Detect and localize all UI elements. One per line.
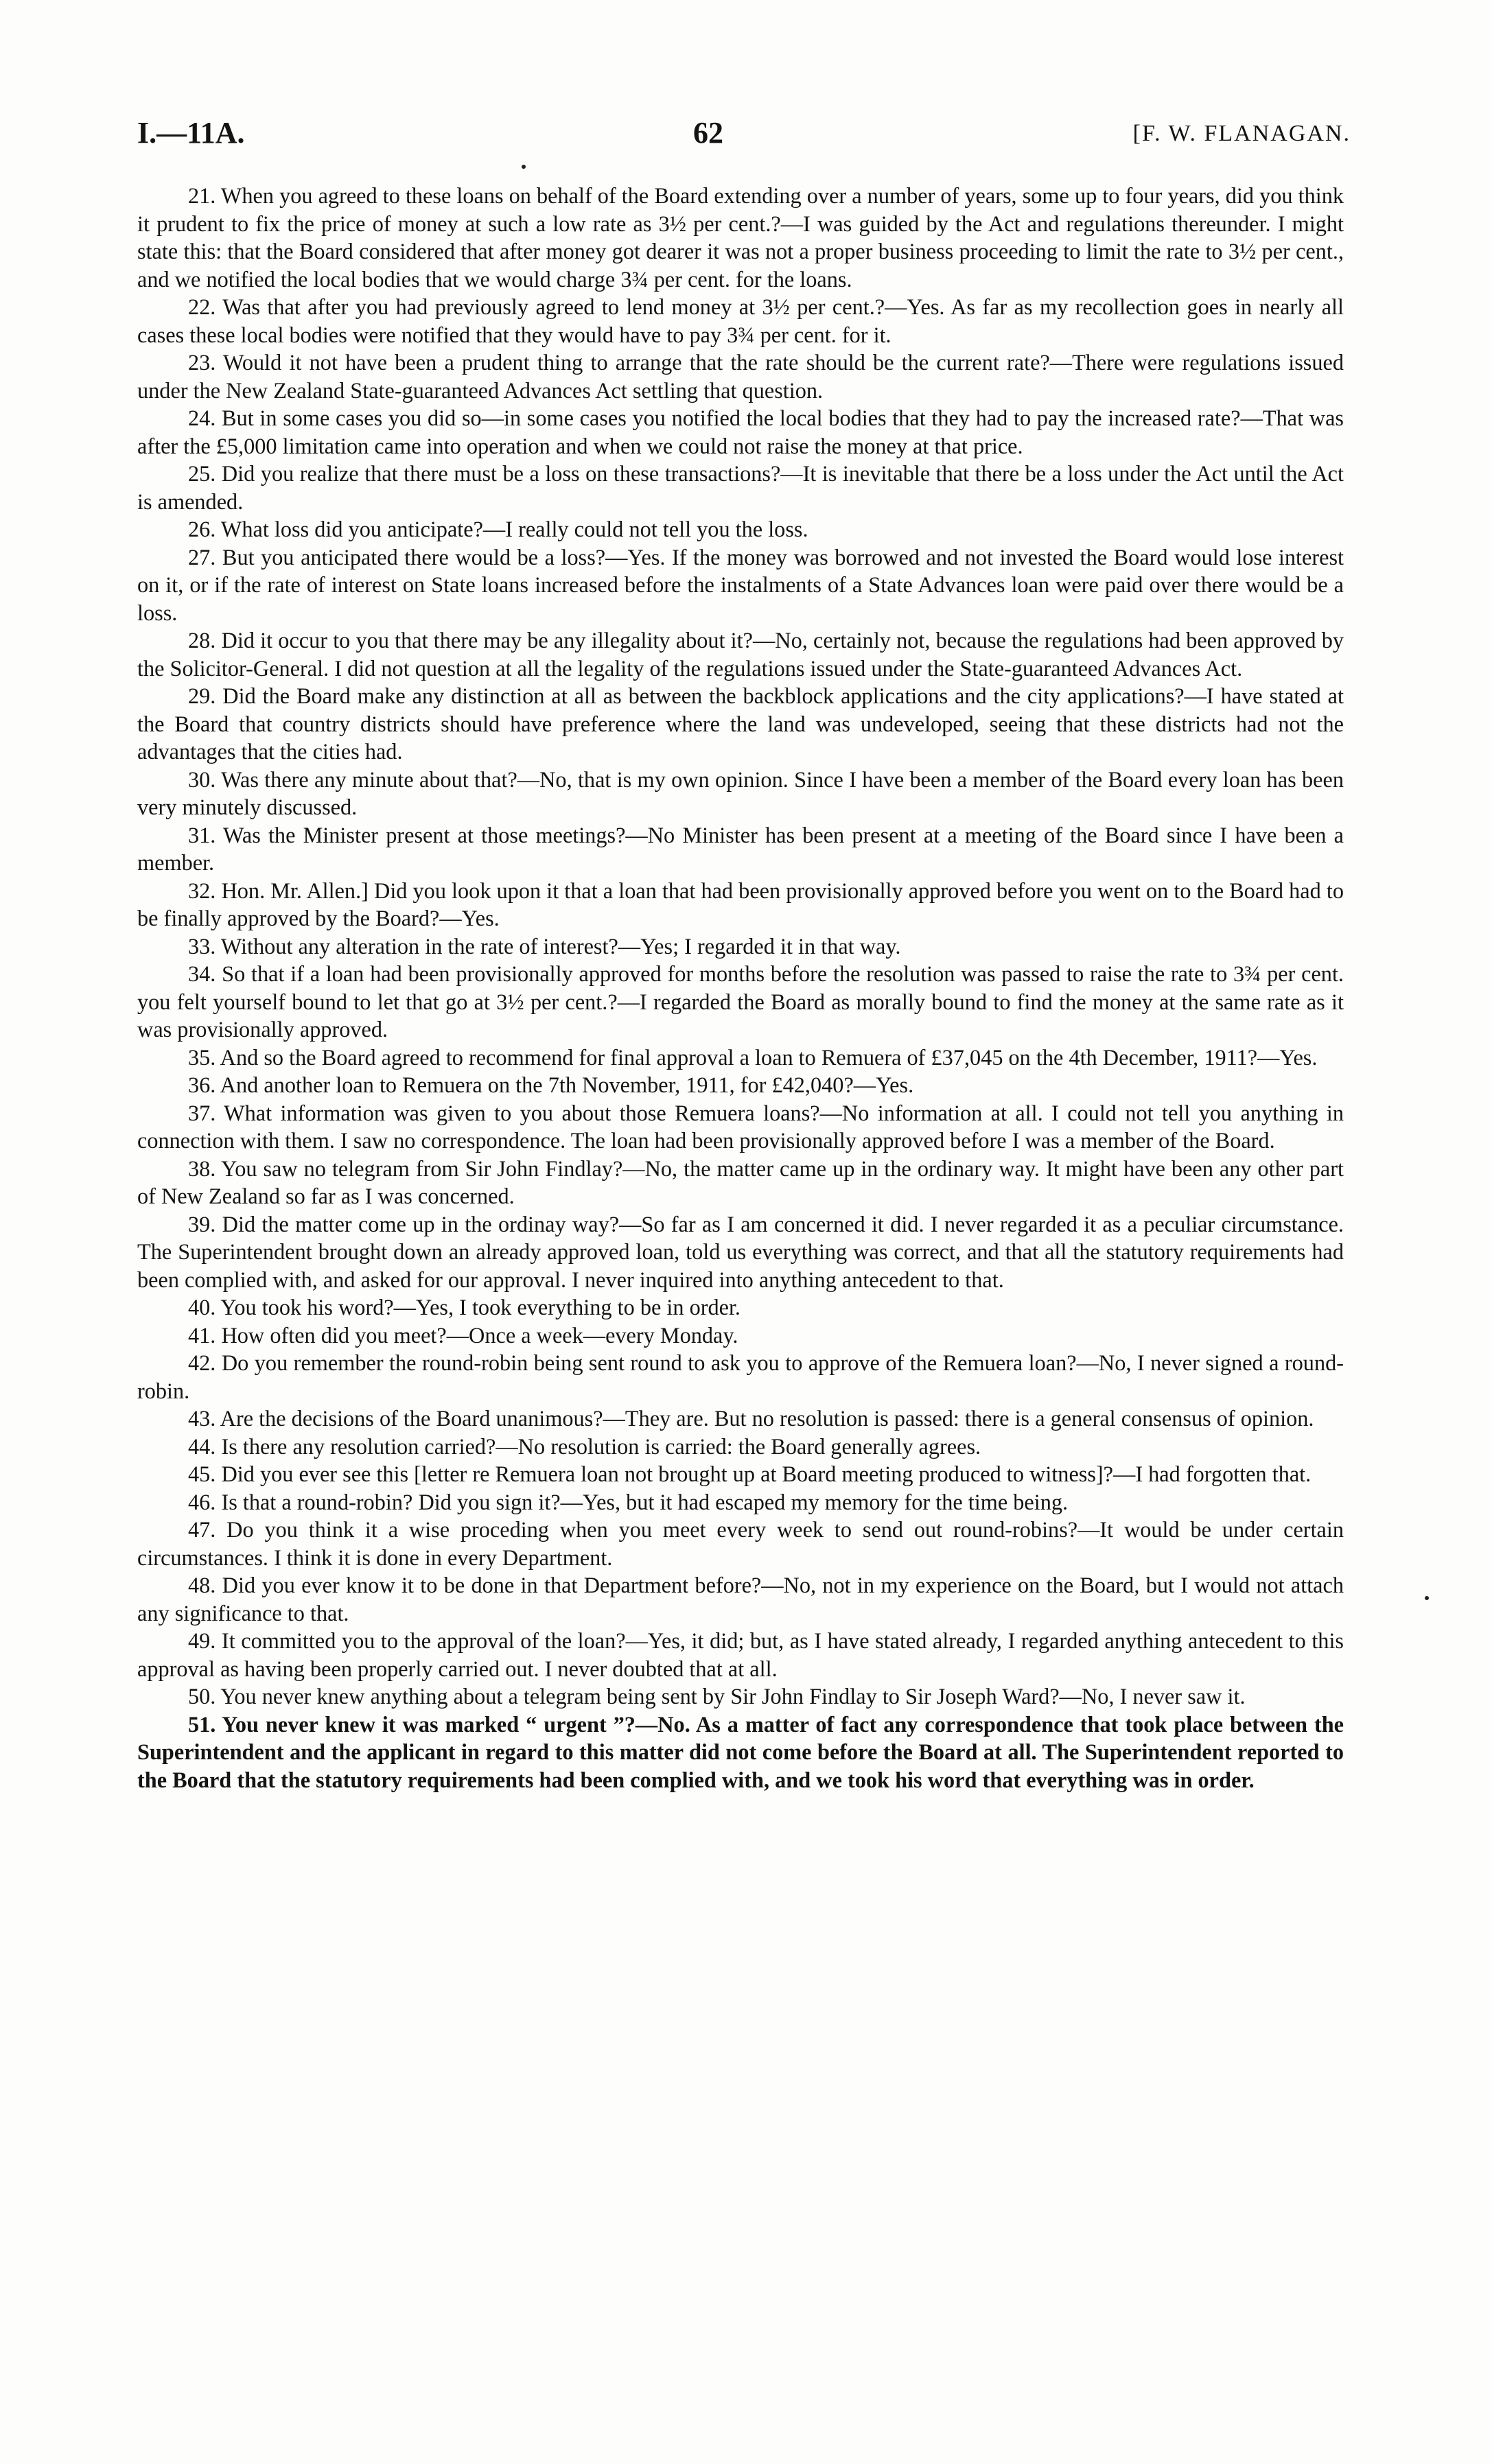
paragraph: 45. Did you ever see this [letter re Remuera loan not brought up at Board meeting produced to witness]?—I had forgotten that. (188, 1462, 1312, 1486)
paragraph: 44. Is there any resolution carried?—No resolution is carried: the Board generally agrees. (188, 1433, 981, 1459)
paragraph: 30. Was there any minute about that?—No, that is my own opinion. Since I have been a member of the Board every loan has been very minutely discussed. (137, 766, 1344, 819)
paragraph: 25. Did you realize that there must be a loss on these transactions?—It is inevitable that there be a loss under the Act until the Act is amended. (137, 461, 1344, 514)
paragraph: 48. Did you ever know it to be done in that Department before?—No, not in my experience on the Board, but I would not attach any significance to that. (137, 1573, 1344, 1626)
paragraph: 39. Did the matter come up in the ordinay way?—So far as I am concerned it did. I never regarded it as a peculiar circumstance. The Superintendent brought down an already approved loan, told us everything was correct, and that all the statutory requirements had been complied with, and asked for our approval. I never inquired into anything antecedent to that. (137, 1211, 1344, 1292)
paragraph: 26. What loss did you anticipate?—I really could not tell you the loss. (188, 517, 808, 541)
paragraph: 27. But you anticipated there would be a loss?—Yes. If the money was borrowed and not invested the Board would lose interest on it, or if the rate of interest on State loans increased before the instalments of a State Advances loan were paid over there would be a loss. (137, 544, 1344, 625)
paragraph: 46. Is that a round-robin? Did you sign it?—Yes, but it had escaped my memory for the time being. (188, 1489, 1069, 1514)
paragraph: 43. Are the decisions of the Board unanimous?—They are. But no resolution is passed: there is a general consensus of opinion. (188, 1406, 1314, 1431)
paragraph: 32. Hon. Mr. Allen.] Did you look upon it that a loan that had been provisionally approved before you went on to the Board had to be finally approved by the Board?—Yes. (137, 878, 1344, 930)
paragraph: 51. You never knew it was marked “ urgent ”?—No. As a matter of fact any correspondence that took place between the Superintendent and the applicant in regard to this matter did not come before the Board at all. The Superintendent reported to the Board that the statutory requirements had been complied with, and we took his word that everything was in order. (137, 1711, 1344, 1792)
paragraph: 40. You took his word?—Yes, I took everything to be in order. (188, 1295, 741, 1319)
paragraph: 22. Was that after you had previously agreed to lend money at 3½ per cent.?—Yes. As far as my recollection goes in nearly all cases these local bodies were notified that they would have to pay 3¾ per cent. for it. (137, 294, 1344, 347)
page-number: 62 (693, 116, 723, 150)
paragraph: 47. Do you think it a wise proceding when you meet every week to send out round-robins?—It would be under certain circumstances. I think it is done in every Department. (137, 1517, 1344, 1570)
paragraph: 31. Was the Minister present at those meetings?—No Minister has been present at a meeting of the Board since I have been a member. (137, 822, 1344, 875)
paragraph: 35. And so the Board agreed to recommend for final approval a loan to Remuera of £37,045 on the 4th December, 1911?—Yes. (188, 1044, 1318, 1070)
header-witness: [F. W. FLANAGAN. (1132, 121, 1351, 146)
testimony-body (137, 182, 1344, 1794)
paragraph: 34. So that if a loan had been provisionally approved for months before the resolution was passed to raise the rate to 3¾ per cent. you felt yourself bound to let that go at 3½ per cent.?—I regarded the Board as morally bound to find the money at the same rate as it was provisionally approved. (137, 961, 1344, 1042)
paragraph: 21. When you agreed to these loans on behalf of the Board extending over a number of years, some up to four years, did you think it prudent to fix the price of money at such a low rate as 3½ per cent.?—I was guided by the Act and regulations thereunder. I might state this: that the Board considered that after money got dearer it was not a proper business proceeding to limit the rate to 3½ per cent., and we notified the local bodies that we would charge 3¾ per cent. for the loans. (137, 183, 1344, 292)
paragraph: 28. Did it occur to you that there may be any illegality about it?—No, certainly not, because the regulations had been approved by the Solicitor-General. I did not question at all the legality of the regulations issued under the State-guaranteed Advances Act. (137, 628, 1344, 681)
paragraph: 49. It committed you to the approval of the loan?—Yes, it did; but, as I have stated already, I regarded anything antecedent to this approval as having been properly carried out. I never doubted that at all. (137, 1628, 1344, 1681)
paragraph: 36. And another loan to Remuera on the 7th November, 1911, for £42,040?—Yes. (188, 1072, 914, 1097)
stray-mark (1425, 1596, 1429, 1600)
header-reference: I.—11A. (137, 116, 245, 150)
paragraph: 38. You saw no telegram from Sir John Findlay?—No, the matter came up in the ordinary way. It might have been any other part of New Zealand so far as I was concerned. (137, 1155, 1344, 1208)
paragraph: 42. Do you remember the round-robin being sent round to ask you to approve of the Remuera loan?—No, I never signed a round-robin. (137, 1350, 1344, 1403)
paragraph: 50. You never knew anything about a telegram being sent by Sir John Findlay to Sir Joseph Ward?—No, I never saw it. (188, 1684, 1246, 1709)
paragraph: 41. How often did you meet?—Once a week—every Monday. (188, 1322, 738, 1348)
paragraph: 23. Would it not have been a prudent thing to arrange that the rate should be the current rate?—There were regulations issued under the New Zealand State-guaranteed Advances Act settling that question. (137, 350, 1344, 403)
stray-mark (522, 165, 526, 169)
paragraph: 33. Without any alteration in the rate of interest?—Yes; I regarded it in that way. (188, 933, 901, 959)
paragraph: 29. Did the Board make any distinction at all as between the backblock applications and the city applications?—I have stated at the Board that country districts should have preference where the land was undeveloped, seeing that these districts had not the advantages that the cities had. (137, 683, 1344, 764)
paragraph: 37. What information was given to you about those Remuera loans?—No information at all. I could not tell you anything in connection with them. I saw no correspondence. The loan had been provisionally approved before I was a member of the Board. (137, 1100, 1344, 1153)
paragraph: 24. But in some cases you did so—in some cases you notified the local bodies that they had to pay the increased rate?—That was after the £5,000 limitation came into operation and when we could not raise the money at that price. (137, 406, 1344, 458)
